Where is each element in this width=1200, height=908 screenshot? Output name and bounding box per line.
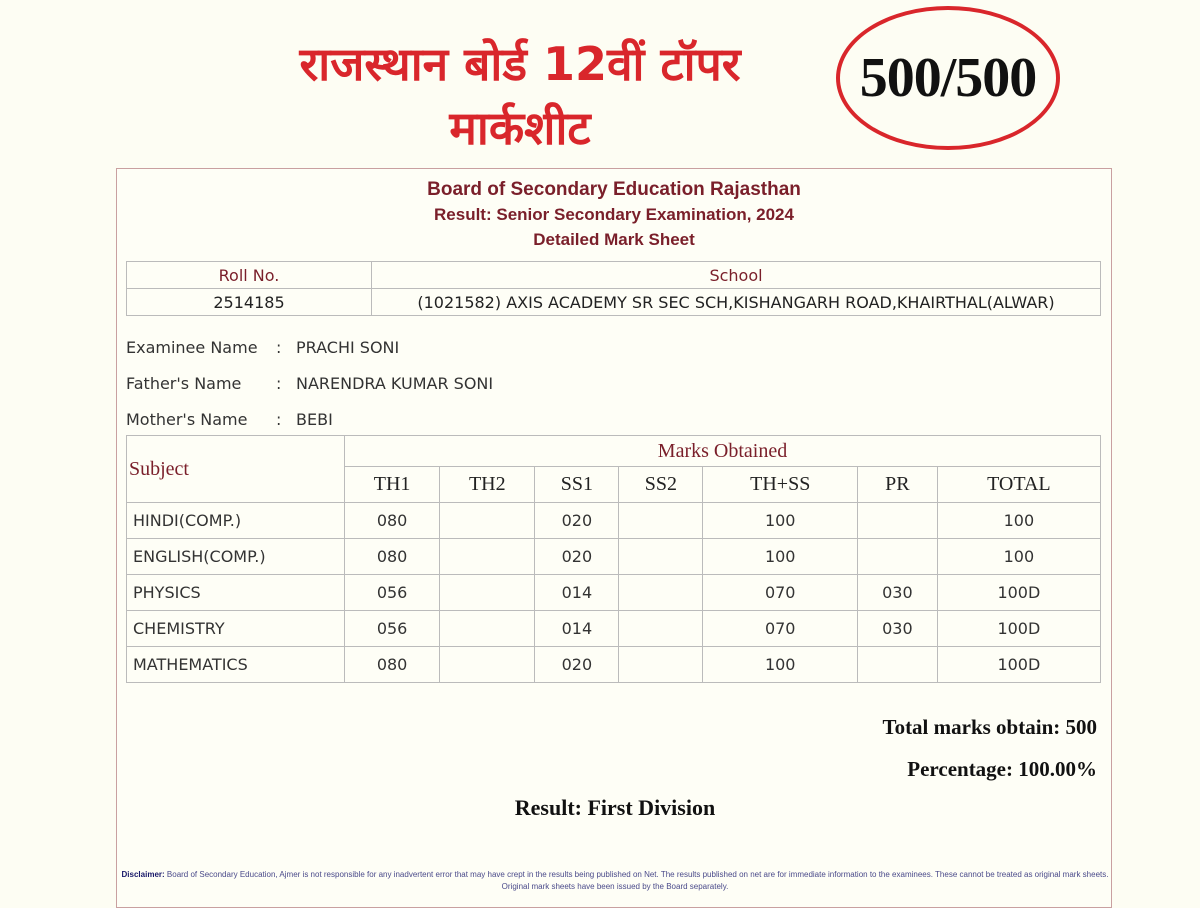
column-header: TH+SS [703,467,858,503]
mark-cell [619,539,703,575]
subject-cell: CHEMISTRY [127,611,345,647]
mother-name-value: BEBI [296,409,333,429]
headline-line-1: राजस्थान बोर्ड 12वीं टॉपर [299,37,741,91]
column-header: TOTAL [937,467,1100,503]
mark-cell: 100 [703,539,858,575]
mother-name-label: Mother's Name [126,409,248,429]
mark-cell: 100 [937,539,1100,575]
subject-cell: MATHEMATICS [127,647,345,683]
column-header: SS1 [535,467,619,503]
mark-cell [619,647,703,683]
mark-cell [440,611,535,647]
mark-cell [619,575,703,611]
colon: : [276,409,282,429]
father-name-row [126,365,493,401]
examinee-name-value: PRACHI SONI [296,337,400,357]
mark-cell [858,647,938,683]
school-value: (1021582) AXIS ACADEMY SR SEC SCH,KISHANGARH ROAD,KHAIRTHAL(ALWAR) [372,289,1101,316]
mark-cell: 014 [535,611,619,647]
headline-line-2: मार्कशीट [449,101,591,155]
mark-cell [619,611,703,647]
mark-cell: 080 [345,647,440,683]
mark-cell [440,575,535,611]
marks-obtained-header: Marks Obtained [345,436,1101,467]
disclaimer-label: Disclaimer: [121,870,165,879]
table-row [127,575,1101,611]
page-headline [250,32,790,160]
subject-cell: ENGLISH(COMP.) [127,539,345,575]
disclaimer-text: Board of Secondary Education, Ajmer is not responsible for any inadvertent error that may have crept in the results being published on Net. The results published on net are for immediate information to the examinees. These cannot be treated as original mark sheets. Original mark sheets have been issued by the Board separately. [166,870,1109,891]
subject-header: Subject [127,436,345,503]
score-badge-text: 500/500 [859,47,1037,109]
mark-cell: 100 [703,503,858,539]
roll-school-table [126,261,1101,316]
column-header: TH1 [345,467,440,503]
table-row [127,611,1101,647]
sheet-header [117,177,1111,252]
mark-cell: 030 [858,575,938,611]
roll-no-value: 2514185 [127,289,372,316]
school-header: School [372,262,1101,289]
column-header: TH2 [440,467,535,503]
table-row [127,539,1101,575]
examinee-name-row [126,329,493,365]
mark-sheet [116,168,1112,908]
mark-cell: 030 [858,611,938,647]
subject-cell: PHYSICS [127,575,345,611]
examinee-name-label: Examinee Name [126,337,258,357]
mark-cell [858,503,938,539]
column-header: SS2 [619,467,703,503]
mark-cell [619,503,703,539]
mark-cell: 080 [345,539,440,575]
mark-cell [440,647,535,683]
exam-name: Result: Senior Secondary Examination, 2024 [434,205,794,224]
mark-cell: 020 [535,647,619,683]
mark-cell: 100D [937,647,1100,683]
mark-cell: 070 [703,575,858,611]
mark-cell: 100D [937,611,1100,647]
mark-cell [440,539,535,575]
colon: : [276,373,282,393]
mark-cell: 100D [937,575,1100,611]
mark-cell: 056 [345,611,440,647]
personal-details [126,329,493,437]
mark-cell: 080 [345,503,440,539]
table-row [127,503,1101,539]
disclaimer [121,869,1109,893]
result-division: Result: First Division [514,795,716,820]
roll-no-header: Roll No. [127,262,372,289]
father-name-value: NARENDRA KUMAR SONI [296,373,494,393]
mark-cell: 100 [937,503,1100,539]
father-name-label: Father's Name [126,373,242,393]
mark-cell: 070 [703,611,858,647]
sheet-title: Detailed Mark Sheet [533,230,695,249]
total-marks: Total marks obtain: 500 [882,715,1097,739]
mark-cell: 014 [535,575,619,611]
mark-cell: 100 [703,647,858,683]
mark-cell [858,539,938,575]
marks-table [126,435,1101,683]
board-name: Board of Secondary Education Rajasthan [427,179,801,200]
mother-name-row [126,401,493,437]
column-header: PR [858,467,938,503]
mark-cell: 020 [535,503,619,539]
table-row [127,647,1101,683]
mark-cell [440,503,535,539]
mark-cell: 056 [345,575,440,611]
percentage: Percentage: 100.00% [907,757,1097,781]
colon: : [276,337,282,357]
subject-cell: HINDI(COMP.) [127,503,345,539]
mark-cell: 020 [535,539,619,575]
score-badge [836,6,1060,150]
